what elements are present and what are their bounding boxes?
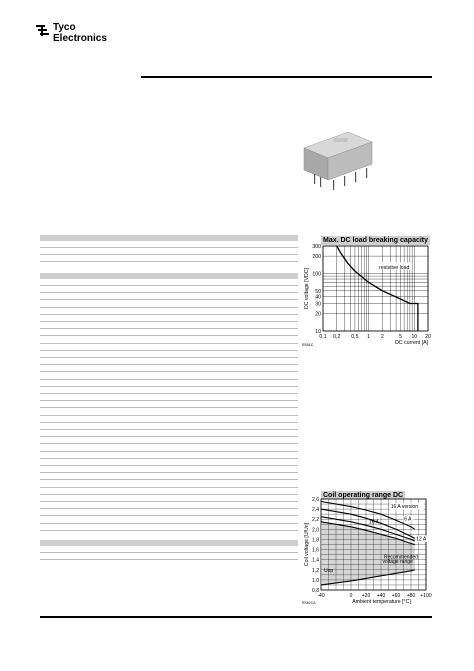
resistive-load-label: resistive load [379, 264, 410, 271]
brand-name-line2: Electronics [53, 33, 107, 44]
bottom-rule [40, 616, 432, 618]
table-row-rule [40, 285, 298, 286]
table-row-rule [40, 436, 298, 437]
table-row-rule [40, 371, 298, 372]
table-row-rule [40, 335, 298, 336]
y-tick-label: 1,4 [312, 557, 319, 564]
coil-range-title: Coil operating range DC [323, 492, 404, 499]
table-row-rule [40, 443, 298, 444]
label-12a: 12 A [416, 536, 427, 543]
y-axis-label: Coil voltage [U/Un] [304, 522, 310, 567]
y-tick-label: 10 [315, 329, 321, 335]
table-row-rule [40, 530, 298, 531]
x-tick-label: +20 [361, 593, 371, 599]
label-recommended-2: voltage range [382, 559, 413, 566]
label-16a-version: 16 A version [390, 504, 418, 511]
x-tick-label: 0,2 [333, 334, 341, 340]
y-tick-label: 2,4 [312, 507, 319, 514]
table-section-header [40, 540, 298, 546]
table-row-rule [40, 501, 298, 502]
table-row-rule [40, 254, 298, 255]
breaking-capacity-chart [300, 238, 440, 354]
tyco-electronics-logo [36, 22, 126, 54]
table-row-rule [40, 350, 298, 351]
y-tick-label: 2,2 [312, 517, 319, 524]
x-tick-label: 0,1 [319, 334, 327, 340]
x-tick-label: +100 [420, 593, 432, 599]
x-tick-label: 0,5 [351, 334, 359, 340]
y-tick-label: 1,8 [312, 537, 319, 544]
y-tick-label: 200 [312, 254, 321, 261]
y-tick-label: 2,0 [312, 527, 319, 534]
y-tick-label: 1,0 [312, 577, 319, 584]
label-recommended-1: Recommended [384, 554, 418, 561]
table-row-rule [40, 407, 298, 408]
y-tick-label: 40 [315, 294, 321, 301]
table-row-rule [40, 400, 298, 401]
x-tick-label: 0 [349, 593, 353, 599]
table-row-rule [40, 508, 298, 509]
label-16a: 16 A [369, 519, 380, 526]
table-section-header [40, 235, 298, 241]
table-row-rule [40, 487, 298, 488]
table-row-rule [40, 422, 298, 423]
table-row-rule [40, 451, 298, 452]
table-row-rule [40, 299, 298, 300]
table-row-rule [40, 552, 298, 553]
x-tick-label: +80 [406, 593, 416, 599]
table-row-rule [40, 429, 298, 430]
relay-product-photo [300, 128, 374, 194]
label-uop: Uop [324, 567, 334, 574]
x-axis-label: DC current [A] [395, 340, 428, 346]
x-tick-label: -40 [317, 593, 325, 599]
table-row-rule [40, 515, 298, 516]
specification-table [40, 235, 298, 565]
header-rule [141, 76, 432, 78]
x-tick-label: 10 [411, 334, 418, 340]
label-6a: 6 A [404, 516, 412, 523]
table-row-rule [40, 465, 298, 466]
y-tick-label: 1,2 [312, 567, 319, 574]
table-row-rule [40, 321, 298, 322]
table-row-rule [40, 479, 298, 480]
figure-code: RS61C [302, 343, 314, 347]
y-tick-label: 30 [315, 301, 321, 308]
table-section-header [40, 273, 298, 279]
x-tick-label: +60 [391, 593, 401, 599]
y-tick-label: 300 [312, 244, 321, 250]
x-axis-label: Ambient temperature [°C] [352, 599, 411, 605]
table-row-rule [40, 307, 298, 308]
y-tick-label: 20 [315, 311, 321, 318]
y-axis-label: DC voltage [VDC] [304, 268, 310, 309]
x-tick-label: 5 [399, 334, 402, 340]
table-row-rule [40, 364, 298, 365]
table-row-rule [40, 559, 298, 560]
table-row-rule [40, 523, 298, 524]
table-row-rule [40, 261, 298, 262]
y-tick-label: 1,6 [312, 547, 319, 554]
y-tick-label: 0,8 [312, 588, 319, 594]
table-row-rule [40, 494, 298, 495]
table-row-rule [40, 379, 298, 380]
table-row-rule [40, 393, 298, 394]
x-tick-label: 20 [425, 334, 431, 340]
x-tick-label: +40 [376, 593, 386, 599]
table-row-rule [40, 343, 298, 344]
y-tick-label: 50 [315, 288, 321, 295]
tyco-electronics-mark-icon [36, 24, 50, 38]
table-row-rule [40, 247, 298, 248]
table-row-rule [40, 328, 298, 329]
table-row-rule [40, 292, 298, 293]
y-tick-label: 2,6 [312, 497, 319, 503]
table-row-rule [40, 314, 298, 315]
y-tick-label: 100 [312, 271, 321, 278]
table-row-rule [40, 357, 298, 358]
table-row-rule [40, 386, 298, 387]
brand-name-line1: Tyco [53, 22, 76, 33]
table-row-rule [40, 415, 298, 416]
coil-range-chart [300, 493, 440, 608]
breaking-capacity-title: Max. DC load breaking capacity [323, 237, 429, 244]
table-row-rule [40, 458, 298, 459]
figure-code: RS62CA [302, 601, 316, 605]
x-tick-label: 1 [367, 334, 371, 340]
table-row-rule [40, 472, 298, 473]
x-tick-label: 2 [380, 334, 384, 340]
